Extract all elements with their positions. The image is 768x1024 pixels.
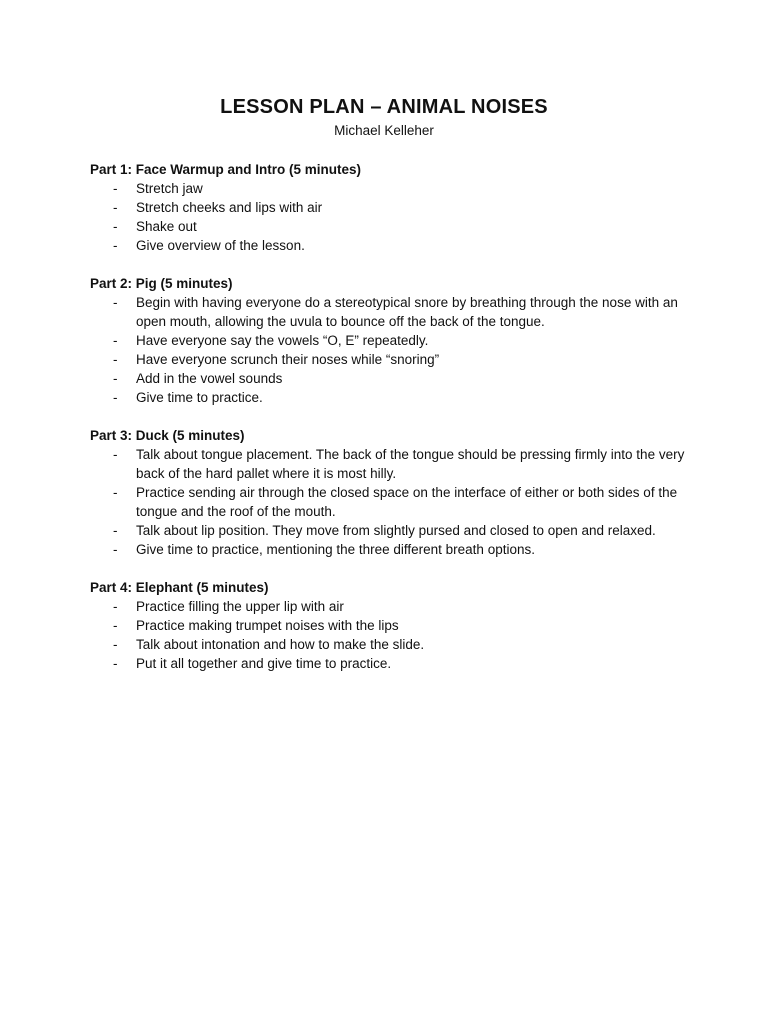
dash-bullet: - bbox=[113, 333, 118, 348]
document-author: Michael Kelleher bbox=[334, 123, 434, 138]
list-item-text: Begin with having everyone do a stereotypical snore by breathing through the nose with an open mouth, allowing the uvula to bounce off the back of the tongue. bbox=[136, 295, 678, 329]
section-item-list bbox=[90, 445, 690, 559]
list-item-text: Practice making trumpet noises with the lips bbox=[136, 618, 399, 633]
section-item-list bbox=[90, 597, 690, 673]
list-item-text: Give time to practice, mentioning the three different breath options. bbox=[136, 542, 535, 557]
list-item-text: Have everyone say the vowels “O, E” repeatedly. bbox=[136, 333, 429, 348]
dash-bullet: - bbox=[113, 238, 118, 253]
list-item bbox=[90, 217, 690, 236]
list-item bbox=[90, 597, 690, 616]
list-item bbox=[90, 350, 690, 369]
dash-bullet: - bbox=[113, 523, 118, 538]
list-item-text: Give time to practice. bbox=[136, 390, 263, 405]
dash-bullet: - bbox=[113, 542, 118, 557]
list-item bbox=[90, 483, 690, 521]
list-item bbox=[90, 198, 690, 217]
document-title: LESSON PLAN – ANIMAL NOISES bbox=[220, 96, 548, 118]
dash-bullet: - bbox=[113, 447, 118, 462]
list-item bbox=[90, 521, 690, 540]
section-part-1 bbox=[90, 160, 690, 255]
section-part-2 bbox=[90, 274, 690, 407]
list-item bbox=[90, 179, 690, 198]
list-item-text: Stretch cheeks and lips with air bbox=[136, 200, 323, 215]
list-item-text: Put it all together and give time to practice. bbox=[136, 656, 392, 671]
list-item-text: Talk about tongue placement. The back of the tongue should be pressing firmly into the very back of the hard pallet where it is most hilly. bbox=[136, 447, 685, 481]
list-item-text: Shake out bbox=[136, 219, 197, 234]
section-part-4 bbox=[90, 578, 690, 673]
list-item-text: Give overview of the lesson. bbox=[136, 238, 305, 253]
section-item-list bbox=[90, 293, 690, 407]
list-item-text: Have everyone scrunch their noses while “snoring” bbox=[136, 352, 440, 367]
list-item-text: Stretch jaw bbox=[136, 181, 203, 196]
list-item-text: Talk about lip position. They move from slightly pursed and closed to open and relaxed. bbox=[136, 523, 656, 538]
dash-bullet: - bbox=[113, 618, 118, 633]
list-item-text: Add in the vowel sounds bbox=[136, 371, 283, 386]
dash-bullet: - bbox=[113, 599, 118, 614]
dash-bullet: - bbox=[113, 181, 118, 196]
list-item bbox=[90, 293, 690, 331]
lesson-sections bbox=[90, 160, 690, 692]
dash-bullet: - bbox=[113, 295, 118, 310]
section-heading: Part 4: Elephant (5 minutes) bbox=[90, 580, 269, 595]
dash-bullet: - bbox=[113, 656, 118, 671]
list-item bbox=[90, 654, 690, 673]
section-part-3 bbox=[90, 426, 690, 559]
dash-bullet: - bbox=[113, 485, 118, 500]
section-heading: Part 2: Pig (5 minutes) bbox=[90, 276, 233, 291]
dash-bullet: - bbox=[113, 200, 118, 215]
list-item-text: Talk about intonation and how to make the slide. bbox=[136, 637, 425, 652]
section-item-list bbox=[90, 179, 690, 255]
list-item bbox=[90, 369, 690, 388]
list-item bbox=[90, 540, 690, 559]
dash-bullet: - bbox=[113, 371, 118, 386]
list-item bbox=[90, 331, 690, 350]
list-item bbox=[90, 635, 690, 654]
dash-bullet: - bbox=[113, 219, 118, 234]
list-item bbox=[90, 616, 690, 635]
dash-bullet: - bbox=[113, 390, 118, 405]
list-item bbox=[90, 445, 690, 483]
list-item-text: Practice sending air through the closed space on the interface of either or both sides of the tongue and the roof of the mouth. bbox=[136, 485, 678, 519]
list-item bbox=[90, 236, 690, 255]
list-item-text: Practice filling the upper lip with air bbox=[136, 599, 344, 614]
dash-bullet: - bbox=[113, 637, 118, 652]
list-item bbox=[90, 388, 690, 407]
section-heading: Part 1: Face Warmup and Intro (5 minutes) bbox=[90, 162, 362, 177]
section-heading: Part 3: Duck (5 minutes) bbox=[90, 428, 245, 443]
dash-bullet: - bbox=[113, 352, 118, 367]
